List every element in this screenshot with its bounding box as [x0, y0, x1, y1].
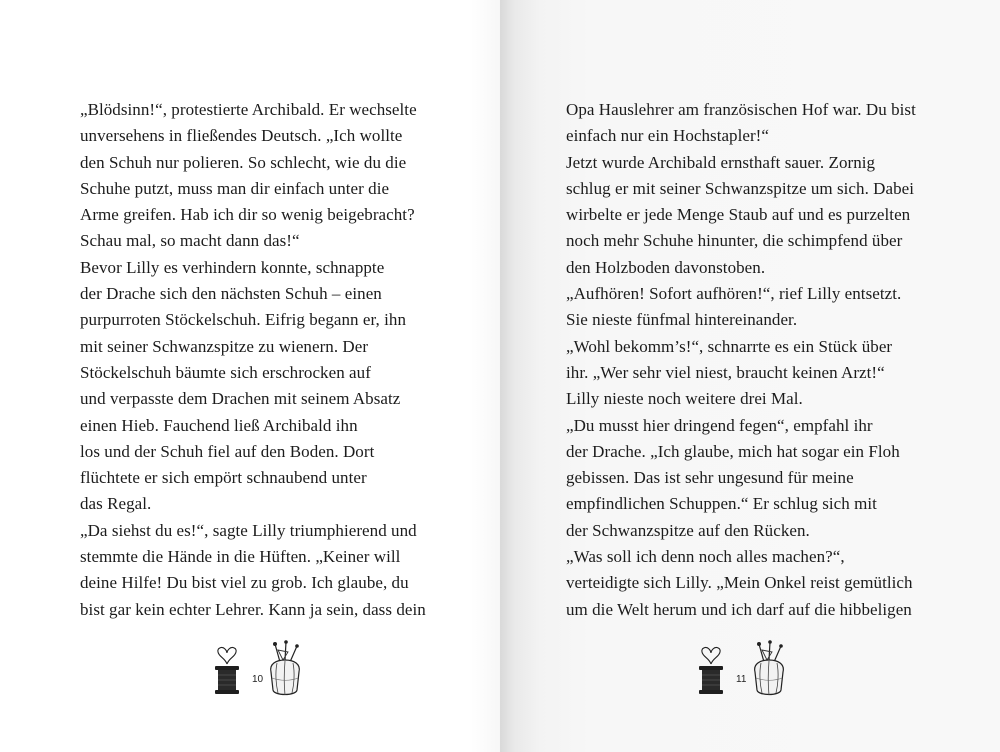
- text-line: das Regal.: [80, 494, 152, 514]
- text-line: der Drache sich den nächsten Schuh – einen: [80, 284, 382, 304]
- text-line: unversehens in fließendes Deutsch. „Ich wollte: [80, 126, 403, 146]
- text-line: Sie nieste fünfmal hintereinander.: [566, 310, 798, 330]
- text-line: einen Hieb. Fauchend ließ Archibald ihn: [80, 415, 358, 435]
- text-line: bist gar kein echter Lehrer. Kann ja sein, dass dein: [80, 599, 426, 619]
- left-page-footer: [212, 640, 312, 702]
- text-line: „Aufhören! Sofort aufhören!“, rief Lilly entsetzt.: [566, 284, 902, 304]
- text-line: los und der Schuh fiel auf den Boden. Dort: [80, 441, 375, 461]
- text-line: den Holzboden davonstoben.: [566, 257, 766, 277]
- text-line: Arme greifen. Hab ich dir so wenig beigebracht?: [80, 205, 415, 225]
- text-line: purpurroten Stöckelschuh. Eifrig begann er, ihn: [80, 310, 406, 330]
- text-line: verteidigte sich Lilly. „Mein Onkel reist gemütlich: [566, 573, 913, 593]
- pin-cushion-icon: [266, 640, 304, 700]
- text-line: deine Hilfe! Du bist viel zu grob. Ich glaube, du: [80, 573, 409, 593]
- text-line: Schuhe putzt, muss man dir einfach unter die: [80, 178, 390, 198]
- text-line: „Wohl bekomm’s!“, schnarrte es ein Stück über: [566, 336, 893, 356]
- text-line: einfach nur ein Hochstapler!“: [566, 126, 769, 146]
- text-line: Schau mal, so macht dann das!“: [80, 231, 300, 251]
- right-page-footer: [696, 640, 796, 702]
- gutter-shadow: [470, 0, 500, 752]
- text-line: Opa Hauslehrer am französischen Hof war. Du bist: [566, 100, 916, 119]
- text-line: „Was soll ich denn noch alles machen?“,: [566, 547, 845, 567]
- right-page-text: [566, 97, 938, 623]
- text-line: stemmte die Hände in die Hüften. „Keiner will: [80, 547, 401, 567]
- text-line: noch mehr Schuhe hinunter, die schimpfend über: [566, 231, 903, 251]
- text-line: gebissen. Das ist sehr ungesund für meine: [566, 468, 854, 488]
- text-line: um die Welt herum und ich darf auf die hibbeligen: [566, 599, 912, 619]
- text-line: „Du musst hier dringend fegen“, empfahl ihr: [566, 415, 873, 435]
- left-page-text: [80, 97, 452, 623]
- text-line: mit seiner Schwanzspitze zu wienern. Der: [80, 336, 369, 356]
- text-line: ihr. „Wer sehr viel niest, braucht keinen Arzt!“: [566, 362, 885, 382]
- text-line: Stöckelschuh bäumte sich erschrocken auf: [80, 362, 371, 382]
- text-line: wirbelte er jede Menge Staub auf und es purzelten: [566, 205, 911, 225]
- text-line: Lilly nieste noch weitere drei Mal.: [566, 389, 803, 409]
- text-line: Bevor Lilly es verhindern konnte, schnappte: [80, 257, 385, 277]
- thread-spool-icon: [696, 646, 726, 698]
- text-line: der Drache. „Ich glaube, mich hat sogar ein Floh: [566, 441, 900, 461]
- page-number: 11: [736, 674, 747, 685]
- text-line: der Schwanzspitze auf den Rücken.: [566, 520, 810, 540]
- text-line: und verpasste dem Drachen mit seinem Absatz: [80, 389, 401, 409]
- text-line: schlug er mit seiner Schwanzspitze um sich. Dabei: [566, 178, 915, 198]
- text-line: flüchtete er sich empört schnaubend unter: [80, 468, 367, 488]
- text-line: „Blödsinn!“, protestierte Archibald. Er wechselte: [80, 100, 417, 119]
- text-line: Jetzt wurde Archibald ernsthaft sauer. Zornig: [566, 152, 876, 172]
- text-line: den Schuh nur polieren. So schlecht, wie du die: [80, 152, 407, 172]
- right-page: [500, 0, 1000, 752]
- pin-cushion-icon: [750, 640, 788, 700]
- thread-spool-icon: [212, 646, 242, 698]
- text-line: „Da siehst du es!“, sagte Lilly triumphierend und: [80, 520, 417, 540]
- text-line: empfindlichen Schuppen.“ Er schlug sich mit: [566, 494, 877, 514]
- page-number: 10: [252, 674, 264, 685]
